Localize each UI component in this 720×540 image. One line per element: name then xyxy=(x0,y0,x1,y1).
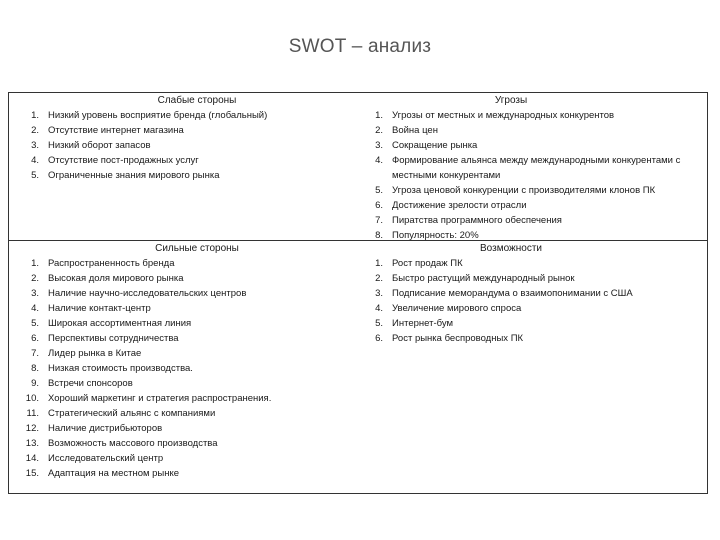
list-item xyxy=(13,123,351,138)
item-number: 9. xyxy=(31,378,39,389)
item-number: 11. xyxy=(26,408,39,419)
item-number: 14. xyxy=(25,453,39,464)
item-number: 2. xyxy=(31,273,39,284)
item-number: 3. xyxy=(31,288,39,299)
item-number: 2. xyxy=(31,125,39,136)
item-text: Увеличение мирового спроса xyxy=(392,303,522,314)
list-item xyxy=(13,301,351,316)
item-text: Встречи спонсоров xyxy=(48,378,133,389)
strengths-list xyxy=(13,256,351,481)
item-number: 8. xyxy=(375,230,383,241)
item-number: 4. xyxy=(375,303,383,314)
item-number: 6. xyxy=(31,333,39,344)
item-text: Подписание меморандума о взаимопонимании с США xyxy=(392,288,633,299)
item-text: Стратегический альянс с компаниями xyxy=(48,408,216,419)
item-number: 2. xyxy=(375,273,383,284)
list-item xyxy=(13,421,351,436)
item-text: Отсутствие пост-продажных услуг xyxy=(48,155,199,166)
weaknesses-list xyxy=(13,108,351,183)
item-number: 5. xyxy=(375,185,383,196)
item-text: Наличие научно-исследовательских центров xyxy=(48,288,247,299)
list-item xyxy=(361,138,701,153)
list-item xyxy=(13,331,351,346)
item-text: Высокая доля мирового рынка xyxy=(48,273,184,284)
item-number: 3. xyxy=(375,140,383,151)
item-text: Лидер рынка в Китае xyxy=(48,348,142,359)
list-item xyxy=(361,271,701,286)
list-item xyxy=(13,286,351,301)
list-item xyxy=(13,256,351,271)
weaknesses-heading: Слабые стороны xyxy=(157,95,237,106)
item-number: 6. xyxy=(375,200,383,211)
item-text: Хороший маркетинг и стратегия распространения. xyxy=(48,393,272,404)
item-text: Угроза ценовой конкуренции с производителями клонов ПК xyxy=(392,185,656,196)
item-text: Угрозы от местных и международных конкурентов xyxy=(392,110,615,121)
item-text: Отсутствие интернет магазина xyxy=(48,125,184,136)
list-item xyxy=(361,213,701,228)
item-text: Низкий уровень восприятие бренда (глобальный) xyxy=(48,110,268,121)
list-item xyxy=(361,316,701,331)
item-number: 5. xyxy=(31,170,39,181)
item-number: 15. xyxy=(25,468,39,479)
item-text: Наличие контакт-центр xyxy=(48,303,151,314)
item-number: 3. xyxy=(375,288,383,299)
item-text: Низкая стоимость производства. xyxy=(48,363,193,374)
item-text: Интернет-бум xyxy=(392,318,454,329)
item-number: 2. xyxy=(375,125,383,136)
item-number: 8. xyxy=(31,363,39,374)
item-text: Рост продаж ПК xyxy=(392,258,463,269)
list-item xyxy=(13,466,351,481)
threats-list xyxy=(361,108,701,241)
list-item xyxy=(13,436,351,451)
item-text: Формирование альянса между международными конкурентами с местными конкурентами xyxy=(392,155,681,181)
list-item xyxy=(13,153,351,168)
list-item xyxy=(13,391,351,406)
item-number: 1. xyxy=(31,258,39,269)
weaknesses-cell xyxy=(9,93,357,241)
item-number: 3. xyxy=(31,140,39,151)
list-item xyxy=(361,198,701,213)
list-item xyxy=(13,138,351,153)
page-title: SWOT – анализ xyxy=(288,36,432,57)
list-item xyxy=(361,183,701,198)
item-number: 5. xyxy=(375,318,383,329)
threats-heading: Угрозы xyxy=(494,95,528,106)
item-text: Популярность: 20% xyxy=(392,230,479,241)
swot-table xyxy=(8,92,708,494)
opportunities-list xyxy=(361,256,701,346)
item-number: 7. xyxy=(31,348,39,359)
list-item xyxy=(13,168,351,183)
opportunities-cell xyxy=(357,241,707,493)
list-item xyxy=(361,256,701,271)
list-item xyxy=(13,346,351,361)
item-number: 13. xyxy=(25,438,39,449)
list-item xyxy=(361,331,701,346)
item-text: Сокращение рынка xyxy=(392,140,478,151)
strengths-heading: Сильные стороны xyxy=(155,243,239,254)
list-item xyxy=(13,451,351,466)
item-text: Быстро растущий международный рынок xyxy=(392,273,575,284)
opportunities-heading: Возможности xyxy=(480,243,542,254)
threats-cell xyxy=(357,93,707,241)
item-number: 5. xyxy=(31,318,39,329)
item-number: 7. xyxy=(375,215,383,226)
item-text: Возможность массового производства xyxy=(48,438,218,449)
list-item xyxy=(13,108,351,123)
item-number: 6. xyxy=(375,333,383,344)
list-item xyxy=(361,301,701,316)
item-number: 4. xyxy=(31,155,39,166)
item-text: Пиратства программного обеспечения xyxy=(392,215,562,226)
item-text: Война цен xyxy=(392,125,438,136)
item-text: Наличие дистрибьюторов xyxy=(48,423,163,434)
item-text: Низкий оборот запасов xyxy=(48,140,151,151)
list-item xyxy=(361,153,701,183)
item-text: Ограниченные знания мирового рынка xyxy=(48,170,220,181)
list-item xyxy=(13,271,351,286)
item-number: 4. xyxy=(375,155,383,166)
item-text: Распространенность бренда xyxy=(48,258,175,269)
item-text: Адаптация на местном рынке xyxy=(48,468,180,479)
list-item xyxy=(361,286,701,301)
item-text: Широкая ассортиментная линия xyxy=(48,318,192,329)
list-item xyxy=(361,228,701,241)
item-text: Достижение зрелости отрасли xyxy=(392,200,527,211)
list-item xyxy=(361,108,701,123)
item-text: Рост рынка беспроводных ПК xyxy=(392,333,524,344)
strengths-cell xyxy=(9,241,357,493)
item-text: Перспективы сотрудничества xyxy=(48,333,179,344)
list-item xyxy=(13,406,351,421)
item-number: 1. xyxy=(375,258,383,269)
item-number: 1. xyxy=(375,110,383,121)
item-number: 10. xyxy=(25,393,39,404)
list-item xyxy=(361,123,701,138)
list-item xyxy=(13,316,351,331)
item-number: 1. xyxy=(31,110,39,121)
item-number: 12. xyxy=(25,423,39,434)
list-item xyxy=(13,376,351,391)
list-item xyxy=(13,361,351,376)
item-number: 4. xyxy=(31,303,39,314)
item-text: Исследовательский центр xyxy=(48,453,164,464)
